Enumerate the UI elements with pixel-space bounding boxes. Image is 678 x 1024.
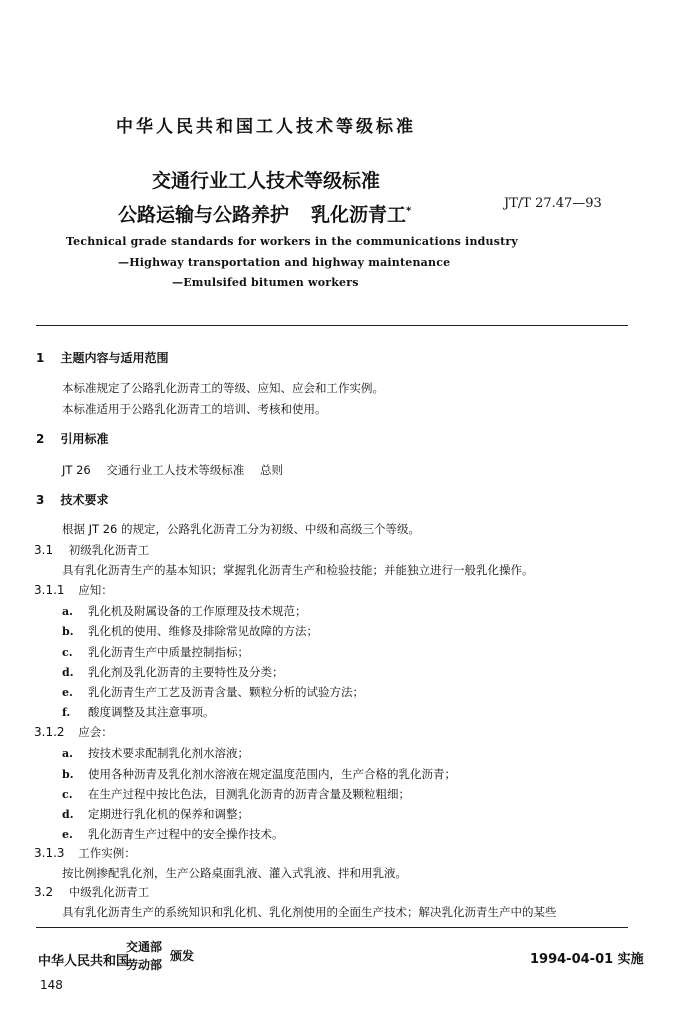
section-3-paragraph: 根据 JT 26 的规定，公路乳化沥青工分为初级、中级和高级三个等级。 (62, 522, 421, 536)
english-title-line2: —Highway transportation and highway maintenance (118, 256, 451, 269)
section-3-1-3-paragraph: 按比例掺配乳化剂，生产公路桌面乳液、灌入式乳液、拌和用乳液。 (62, 866, 407, 880)
list-item: d. 乳化剂及乳化沥青的主要特性及分类； (62, 665, 284, 679)
list-item: b. 乳化机的使用、维修及排除常见故障的方法； (62, 624, 318, 638)
english-title-line3: —Emulsifed bitumen workers (172, 276, 359, 289)
section-3-1-2-heading: 3.1.2 应会： (34, 725, 113, 739)
section-3-1-heading: 3.1 初级乳化沥青工 (34, 543, 150, 557)
footer-publisher: 中华人民共和国 (38, 954, 130, 969)
section-3-1-paragraph: 具有乳化沥青生产的基本知识；掌握乳化沥青生产和检验技能；并能独立进行一般乳化操作。 (62, 563, 534, 577)
standard-code: JT/T 27.47—93 (504, 196, 602, 211)
section-1-paragraph-1: 本标准规定了公路乳化沥青工的等级、应知、应会和工作实例。 (62, 381, 384, 395)
list-item: b. 使用各种沥青及乳化剂水溶液在规定温度范围内，生产合格的乳化沥青； (62, 767, 456, 781)
page-number: 148 (40, 978, 63, 992)
ref-title: 交通行业工人技术等级标准 (106, 463, 245, 477)
document-title-line1: 交通行业工人技术等级标准 (152, 170, 381, 192)
title-footnote-mark: * (406, 205, 412, 217)
standard-series-title: 中华人民共和国工人技术等级标准 (116, 117, 416, 137)
footer-action: 颁发 (170, 949, 195, 963)
header-divider (36, 325, 628, 326)
section-3-2-heading: 3.2 中级乳化沥青工 (34, 885, 150, 899)
english-title-line1: Technical grade standards for workers in the communications industry (66, 235, 518, 248)
section-2-heading: 2 引用标准 (36, 432, 109, 446)
section-3-heading: 3 技术要求 (36, 493, 109, 507)
document-title-line2 (118, 200, 411, 227)
list-item: c. 在生产过程中按比色法，目测乳化沥青的沥青含量及颗粒粗细； (62, 787, 410, 801)
footer-effective-date: 1994-04-01 实施 (530, 952, 644, 967)
section-1-heading: 1 主题内容与适用范围 (36, 351, 169, 365)
list-item: e. 乳化沥青生产过程中的安全操作技术。 (62, 827, 284, 841)
title-sub: 乳化沥青工 (311, 204, 407, 226)
referenced-standard (62, 462, 283, 478)
list-item: a. 按技术要求配制乳化剂水溶液； (62, 746, 249, 760)
section-1-paragraph-2: 本标准适用于公路乳化沥青工的培训、考核和使用。 (62, 402, 327, 416)
footer-ministry-top: 交通部 (126, 940, 163, 954)
ref-code: JT 26 (62, 463, 91, 477)
list-item: e. 乳化沥青生产工艺及沥青含量、颗粒分析的试验方法； (62, 685, 364, 699)
list-item: a. 乳化机及附属设备的工作原理及技术规范； (62, 604, 307, 618)
section-3-2-paragraph: 具有乳化沥青生产的系统知识和乳化机、乳化剂使用的全面生产技术；解决乳化沥青生产中的某些 (62, 905, 557, 919)
list-item: d. 定期进行乳化机的保养和调整； (62, 807, 249, 821)
list-item: c. 乳化沥青生产中质量控制指标； (62, 645, 249, 659)
footer-divider (36, 927, 628, 928)
section-3-1-3-heading: 3.1.3 工作实例： (34, 846, 136, 860)
title-main: 公路运输与公路养护 (118, 204, 290, 226)
list-item: f. 酸度调整及其注意事项。 (62, 705, 215, 719)
ref-part: 总则 (260, 463, 284, 477)
footer-ministry-bottom: 劳动部 (126, 958, 163, 972)
section-3-1-1-heading: 3.1.1 应知： (34, 583, 113, 597)
